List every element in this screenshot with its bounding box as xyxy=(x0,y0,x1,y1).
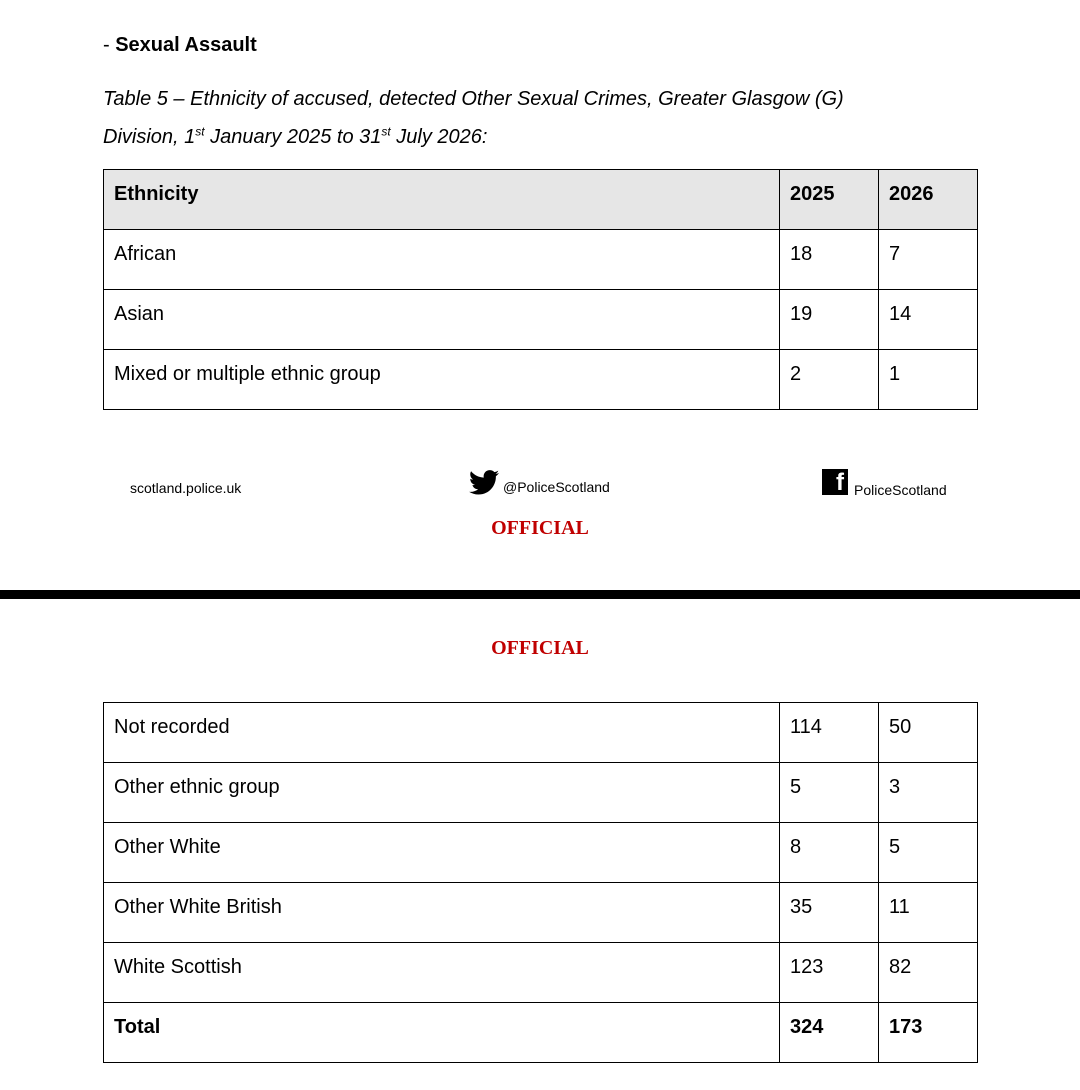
value-2026-cell: 82 xyxy=(879,943,978,1003)
section-heading xyxy=(103,34,257,57)
value-2026-cell: 5 xyxy=(879,823,978,883)
facebook-icon xyxy=(822,469,848,495)
header-2025: 2025 xyxy=(780,170,879,230)
twitter-bird-icon xyxy=(469,470,499,495)
table-row xyxy=(104,943,978,1003)
facebook-page: PoliceScotland xyxy=(854,482,947,498)
caption-part: July 2026: xyxy=(390,126,488,148)
total-2026: 173 xyxy=(879,1003,978,1063)
table-row xyxy=(104,230,978,290)
table-row xyxy=(104,290,978,350)
value-2026-cell: 3 xyxy=(879,763,978,823)
table-caption xyxy=(103,80,983,156)
caption-superscript: st xyxy=(381,124,391,139)
value-2025-cell: 5 xyxy=(780,763,879,823)
value-2026-cell: 11 xyxy=(879,883,978,943)
ethnicity-cell: Other ethnic group xyxy=(104,763,780,823)
value-2025-cell: 8 xyxy=(780,823,879,883)
official-marking-footer: OFFICIAL xyxy=(491,517,589,539)
total-2025: 324 xyxy=(780,1003,879,1063)
heading-text: Sexual Assault xyxy=(115,34,257,56)
caption-superscript: st xyxy=(195,124,205,139)
header-2026: 2026 xyxy=(879,170,978,230)
total-label: Total xyxy=(104,1003,780,1063)
caption-part: Division, 1 xyxy=(103,126,196,148)
value-2026-cell: 1 xyxy=(879,350,978,410)
value-2025-cell: 19 xyxy=(780,290,879,350)
table-row xyxy=(104,883,978,943)
table-row xyxy=(104,763,978,823)
facebook-glyph: f xyxy=(836,469,844,496)
caption-line-2 xyxy=(103,118,983,156)
ethnicity-cell: Other White British xyxy=(104,883,780,943)
value-2025-cell: 123 xyxy=(780,943,879,1003)
header-ethnicity: Ethnicity xyxy=(104,170,780,230)
official-marking-header: OFFICIAL xyxy=(491,637,589,659)
value-2026-cell: 14 xyxy=(879,290,978,350)
ethnicity-table-top xyxy=(103,169,978,410)
ethnicity-table-continued xyxy=(103,702,978,1063)
ethnicity-cell: Mixed or multiple ethnic group xyxy=(104,350,780,410)
value-2025-cell: 2 xyxy=(780,350,879,410)
caption-line-1: Table 5 – Ethnicity of accused, detected Other Sexual Crimes, Greater Glasgow (G) xyxy=(103,88,844,110)
table-row xyxy=(104,823,978,883)
caption-part: January 2025 to 31 xyxy=(204,126,382,148)
value-2025-cell: 18 xyxy=(780,230,879,290)
ethnicity-cell: Asian xyxy=(104,290,780,350)
value-2026-cell: 50 xyxy=(879,703,978,763)
table-row xyxy=(104,350,978,410)
ethnicity-cell: Not recorded xyxy=(104,703,780,763)
value-2025-cell: 35 xyxy=(780,883,879,943)
ethnicity-cell: Other White xyxy=(104,823,780,883)
footer-facebook[interactable] xyxy=(822,466,947,498)
twitter-handle: @PoliceScotland xyxy=(503,478,610,495)
value-2026-cell: 7 xyxy=(879,230,978,290)
value-2025-cell: 114 xyxy=(780,703,879,763)
ethnicity-cell: African xyxy=(104,230,780,290)
total-row xyxy=(104,1003,978,1063)
footer-website[interactable]: scotland.police.uk xyxy=(130,480,242,496)
footer-twitter[interactable] xyxy=(469,470,610,495)
heading-dash: - xyxy=(103,34,116,56)
ethnicity-cell: White Scottish xyxy=(104,943,780,1003)
table-row xyxy=(104,703,978,763)
page-divider xyxy=(0,590,1080,599)
table-header-row xyxy=(104,170,978,230)
